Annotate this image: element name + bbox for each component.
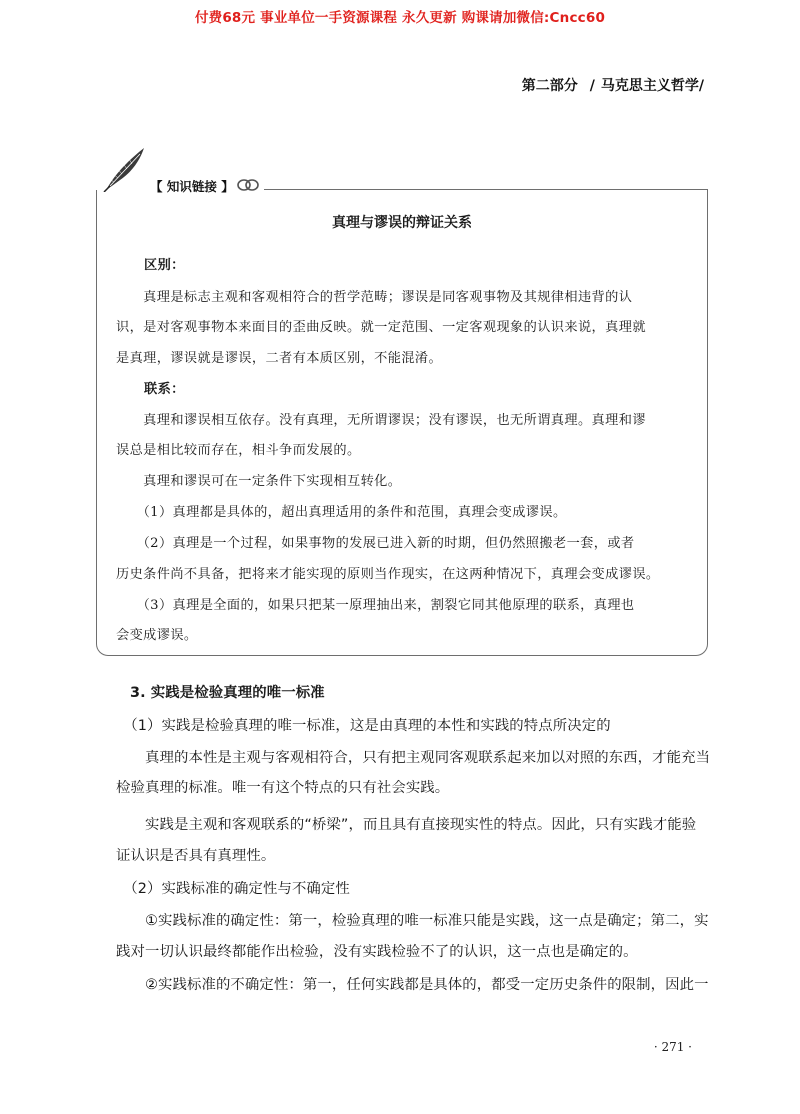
body-line: 证认识是否具有真理性。: [116, 848, 276, 864]
body-line: （1）实践是检验真理的唯一标准，这是由真理的本性和实践的特点所决定的: [116, 718, 611, 734]
body-line: ①实践标准的确定性：第一，检验真理的唯一标准只能是实践，这一点是确定；第二，实: [116, 913, 709, 929]
running-head: [522, 75, 704, 95]
running-head-end: /: [698, 78, 704, 94]
box-line: 联系：: [144, 382, 185, 397]
box-line: （3）真理是全面的，如果只把某一原理抽出来，割裂它同其他原理的联系，真理也: [116, 598, 635, 613]
promo-banner: 付费68元 事业单位一手资源课程 永久更新 购课请加微信:Cncc60: [194, 10, 606, 26]
running-head-subject: 马克思主义哲学: [600, 78, 699, 94]
box-line: （2）真理是一个过程，如果事物的发展已进入新的时期，但仍然照搬老一套，或者: [116, 536, 635, 551]
box-line: 历史条件尚不具备，把将来才能实现的原则当作现实，在这两种情况下，真理会变成谬误。: [116, 567, 660, 582]
box-line: 会变成谬误。: [116, 628, 198, 643]
box-line: 真理和谬误可在一定条件下实现相互转化。: [116, 474, 402, 489]
box-line: （1）真理都是具体的，超出真理适用的条件和范围，真理会变成谬误。: [116, 505, 567, 520]
box-line: 真理和谬误相互依存。没有真理，无所谓谬误；没有谬误，也无所谓真理。真理和谬: [116, 413, 646, 428]
body-line: 检验真理的标准。唯一有这个特点的只有社会实践。: [116, 780, 450, 796]
body-line: 真理的本性是主观与客观相符合，只有把主观同客观联系起来加以对照的东西，才能充当: [116, 750, 711, 766]
box-line: 区别：: [144, 258, 185, 273]
running-head-part: 第二部分: [521, 78, 578, 94]
feather-quill-icon: [100, 146, 150, 192]
box-line: 误总是相比较而存在，相斗争而发展的。: [116, 443, 361, 458]
knowledge-link-label: 【 知识链接 】: [150, 179, 234, 194]
knowledge-link-title: 真理与谬误的辩证关系: [332, 215, 472, 231]
page-number: · 271 ·: [653, 1040, 692, 1054]
box-line: 真理是标志主观和客观相符合的哲学范畴；谬误是同客观事物及其规律相违背的认: [116, 290, 633, 305]
box-top-border: [264, 189, 708, 190]
section-heading: 3. 实践是检验真理的唯一标准: [130, 685, 325, 701]
body-line: （2）实践标准的确定性与不确定性: [116, 881, 350, 897]
box-line: 是真理，谬误就是谬误，二者有本质区别，不能混淆。: [116, 351, 443, 366]
body-line: 践对一切认识最终都能作出检验，没有实践检验不了的认识，这一点也是确定的。: [116, 944, 638, 960]
body-line: ②实践标准的不确定性：第一，任何实践都是具体的，都受一定历史条件的限制，因此一: [116, 977, 709, 993]
box-line: 识，是对客观事物本来面目的歪曲反映。就一定范围、一定客观现象的认识来说，真理就: [116, 320, 646, 335]
running-head-separator: /: [589, 78, 595, 94]
body-line: 实践是主观和客观联系的“桥梁”，而且具有直接现实性的特点。因此，只有实践才能验: [116, 817, 697, 833]
